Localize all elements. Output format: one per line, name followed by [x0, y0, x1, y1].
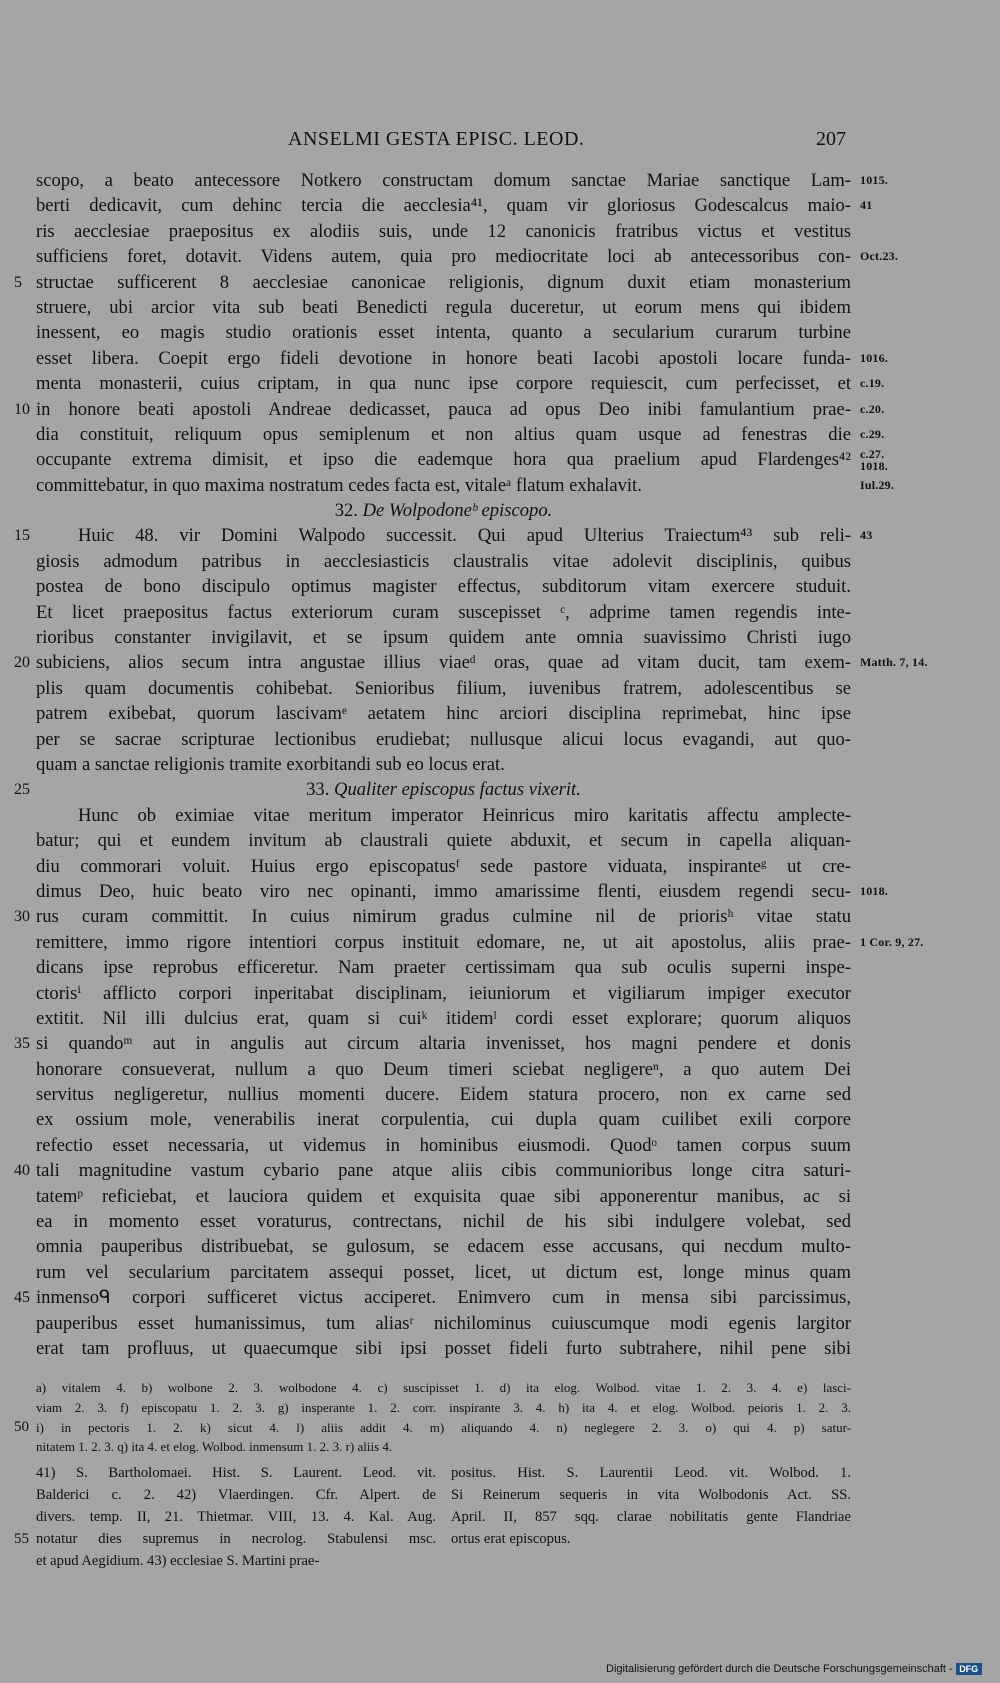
line-text: extitit. Nil illi dulcius erat, quam si cuiᵏ itidemˡ cordi esset explorare; quorum aliquos: [36, 1007, 851, 1029]
endnote-line: [451, 1462, 851, 1484]
footnotes: [14, 1378, 851, 1457]
endnote-line: [36, 1462, 436, 1484]
text-line: [36, 346, 888, 371]
text-line: [36, 549, 851, 574]
text-line: [14, 1158, 851, 1183]
line-text: servitus negligeretur, nullius momenti ducere. Eidem statura procero, non ex carne sed: [36, 1084, 851, 1106]
endnotes-left-column: [14, 1462, 436, 1572]
text-line: [36, 879, 888, 904]
margin-note-part: c.27.: [860, 447, 885, 462]
line-text: dia constituit, reliquum opus semiplenum et non altius quam usque ad fenestras die: [36, 423, 851, 445]
line-text: ctorisⁱ afflicto corpori inperitabat disciplinam, ieiuniorum et vigiliarum impiger executor: [36, 982, 851, 1004]
endnote-line: [451, 1506, 851, 1528]
section-number: 33.: [306, 779, 335, 801]
section-number: 32.: [334, 500, 363, 522]
endnote-line: [451, 1484, 851, 1506]
endnote-text: 41) S. Bartholomaei. Hist. S. Laurent. Leod. vit.: [36, 1465, 436, 1481]
footnote-text: i) in pectoris 1. 2. k) sicut 4. l) aliis addit 4. m) aliquando 4. n) neglegere 2. 3. o) qui 4. p) satur-: [36, 1419, 851, 1435]
text-line: [36, 1260, 851, 1285]
text-line: [36, 955, 851, 980]
margin-note: 41: [860, 198, 873, 213]
text-line: [36, 1082, 851, 1107]
line-text: remittere, immo rigore intentiori corpus instituit edomare, ne, ut ait apostolus, aliis prae-: [36, 931, 851, 953]
text-line: [36, 828, 851, 853]
line-number: 10: [14, 400, 30, 418]
line-text: si quandoᵐ aut in angulis aut circum altaria invenisset, hos magni pendere et donis: [36, 1033, 851, 1055]
line-text: postea de bono discipulo optimus magister effectus, subditorum vitam exercere studuit.: [36, 576, 851, 598]
digitization-credit: [606, 1663, 982, 1675]
margin-note: 43: [860, 528, 873, 543]
line-text: berti dedicavit, cum dehinc tercia die aecclesia⁴¹, quam vir gloriosus Godescalcus maio-: [36, 195, 851, 217]
line-text: [36, 498, 851, 523]
text-line: [36, 219, 851, 244]
line-text: dimus Deo, huic beato viro nec opinanti, immo amarissime flenti, eiusdem regendi secu-: [36, 880, 851, 902]
line-text: giosis admodum patribus in aecclesiasticis claustralis vitae adolevit disciplinis, quibus: [36, 550, 851, 572]
line-number: 50: [14, 1418, 29, 1435]
text-line: [36, 371, 885, 396]
text-line: [36, 1184, 851, 1209]
margin-note-part: 1018.: [860, 459, 888, 474]
line-text: omnia pauperibus distribuebat, se gulosum, se edacem esse accusans, qui necdum multo-: [36, 1236, 851, 1258]
line-text: honorare consueverat, nullum a quo Deum timeri sciebat negligereⁿ, a quo autem Dei: [36, 1058, 851, 1080]
line-text: inmensoᑫ corpori sufficeret victus acciperet. Enimvero cum in mensa sibi parcissimus,: [36, 1287, 851, 1309]
line-number: 25: [14, 781, 30, 799]
text-line: [36, 1234, 851, 1259]
line-number: 45: [14, 1289, 30, 1307]
line-number: 5: [14, 273, 22, 291]
section-heading: [14, 777, 851, 802]
endnotes-right-column: [451, 1462, 851, 1550]
footnote-line: [36, 1378, 851, 1398]
section-heading: [36, 498, 851, 523]
footnote-line: [14, 1418, 851, 1438]
line-text: refectio esset necessaria, ut videmus in hominibus eiusmodi. Quodᵒ tamen corpus suum: [36, 1134, 851, 1156]
line-text: ex ossium mole, venerabilis inerat corpulentia, cui dupla quam cuilibet exili corpore: [36, 1109, 851, 1131]
text-line: [14, 397, 885, 422]
line-text: Hunc ob eximiae vitae meritum imperator Heinricus miro karitatis affectu amplecte-: [78, 804, 851, 826]
line-text: rioribus constanter invigilavit, et se ipsum quidem ante omnia suavissimo Christi iugo: [36, 627, 851, 649]
section-title: Qualiter episcopus factus vixerit.: [334, 779, 581, 801]
line-text: structae sufficerent 8 aecclesiae canonicae religionis, dignum duxit etiam monasterium: [36, 271, 851, 293]
margin-note: 1016.: [860, 350, 888, 365]
line-text: Et licet praepositus factus exteriorum curam suscepisset ᶜ, adprime tamen regendis inte-: [36, 601, 851, 623]
text-line: [36, 295, 851, 320]
footnote-line: [36, 1437, 851, 1457]
line-text: menta monasterii, cuius criptam, in qua nunc ipse corpore requiescit, cum perfecisset, et: [36, 373, 851, 395]
text-line: [36, 701, 851, 726]
line-text: sufficiens foret, dotavit. Videns autem, quia pro mediocritate loci ab antecessoribus con-: [36, 246, 851, 268]
margin-note: 1015.: [860, 173, 888, 187]
text-line: [36, 574, 851, 599]
line-number: 35: [14, 1035, 30, 1053]
dfg-logo: DFG: [956, 1663, 982, 1675]
page-header: [0, 128, 1000, 156]
endnote-line: [36, 1506, 436, 1528]
page-number: 207: [816, 128, 846, 150]
text-line: [14, 904, 851, 929]
text-line: [36, 1336, 851, 1361]
line-text: tatemᵖ reficiebat, et lauciora quidem et exquisita quae sibi apponerentur manibus, ac si: [36, 1185, 851, 1207]
margin-note: [860, 448, 888, 472]
text-line: [36, 930, 924, 955]
line-text: dicans ipse reprobus efficeretur. Nam praeter certissimam qua sub oculis superni inspe-: [36, 957, 851, 979]
line-number: 55: [14, 1531, 29, 1547]
text-line: [36, 600, 851, 625]
endnote-line: [36, 1550, 436, 1572]
text-line: [14, 523, 873, 548]
margin-note: Matth. 7, 14.: [860, 655, 928, 670]
endnote-text: Balderici c. 2. 42) Vlaerdingen. Cfr. Alpert. de: [36, 1487, 436, 1503]
text-line: [14, 650, 928, 675]
text-line: [36, 981, 851, 1006]
endnote-text: April. II, 857 sqq. clarae nobilitatis gente Flandriae: [451, 1509, 851, 1525]
line-text: rum vel secularium parcitatem assequi posset, licet, ut dictum est, longe minus quam: [36, 1261, 851, 1283]
margin-note: c.20.: [860, 401, 885, 416]
line-text: quam a sanctae religionis tramite exorbitandi sub eo locus erat.: [36, 753, 505, 775]
line-text: diu commorari voluit. Huius ergo episcopatusᶠ sede pastore viduata, inspiranteᵍ ut cre-: [36, 855, 851, 877]
text-line: [36, 854, 851, 879]
line-number: 15: [14, 527, 30, 545]
line-text: ea in momento esset voraturus, contrectans, nichil de his sibi indulgere volebat, sed: [36, 1211, 851, 1233]
margin-note: 1 Cor. 9, 27.: [860, 934, 924, 949]
line-text: ris aecclesiae praepositus ex alodiis suis, unde 12 canonicis fratribus victus et vestitus: [36, 220, 851, 242]
endnote-text: Si Reinerum sequeris in vita Wolbodonis Act. SS.: [451, 1487, 851, 1503]
text-line: [36, 447, 888, 474]
line-text: tali magnitudine vastum cybario pane atque aliis cibis communioribus longe citra saturi-: [36, 1160, 851, 1182]
line-text: occupante extrema dimisit, et ipso die eademque hora qua praelium apud Flardenges⁴²: [36, 449, 851, 471]
margin-note: c.19.: [860, 376, 885, 391]
section-title: De Wolpodoneᵇ episcopo.: [362, 500, 553, 522]
endnote-line: [36, 1484, 436, 1506]
endnote-line: [451, 1528, 851, 1550]
line-text: per se sacrae scripturae lectionibus erudiebat; nullusque alicui locus evagandi, aut quo-: [36, 728, 851, 750]
endnote-text: positus. Hist. S. Laurentii Leod. vit. Wolbod. 1.: [451, 1465, 851, 1481]
margin-note: Iul.29.: [860, 477, 895, 492]
text-line: [14, 1031, 851, 1056]
credit-text: Digitalisierung gefördert durch die Deutsche Forschungsgemeinschaft -: [606, 1663, 953, 1675]
text-line: [36, 1107, 851, 1132]
text-line: [36, 193, 873, 218]
footnote-text: a) vitalem 4. b) wolbone 2. 3. wolbodone 4. c) suscipisset 1. d) ita elog. Wolbod. vitae 1. 2. 3. 4. e) lasci-: [36, 1380, 851, 1395]
text-line: [36, 676, 851, 701]
footnote-line: [36, 1398, 851, 1418]
text-line: [36, 1006, 851, 1031]
endnote-text: notatur dies supremus in necrolog. Stabulensi msc.: [36, 1531, 436, 1547]
line-text: [36, 777, 851, 802]
line-text: patrem exibebat, quorum lascivamᵉ aetatem hinc arciori disciplina reprimebat, hinc ipse: [36, 703, 851, 725]
margin-note: Oct.23.: [860, 249, 899, 264]
text-line: [36, 244, 899, 269]
text-line: [36, 320, 851, 345]
line-text: subiciens, alios secum intra angustae illius viaeᵈ oras, quae ad vitam ducit, tam exem-: [36, 652, 851, 674]
endnote-line: [14, 1528, 436, 1550]
line-text: plis quam documentis cohibebat. Senioribus filium, iuvenibus fratrem, adolescentibus se: [36, 677, 851, 699]
text-line: [36, 803, 851, 828]
endnote-text: divers. temp. II, 21. Thietmar. VIII, 13. 4. Kal. Aug.: [36, 1509, 436, 1525]
text-line: [14, 270, 851, 295]
line-text: esset libera. Coepit ergo fideli devotione in honore beati Iacobi apostoli locare funda-: [36, 347, 851, 369]
margin-note: 1018.: [860, 883, 888, 898]
text-line: [36, 1133, 851, 1158]
line-number: 30: [14, 908, 30, 926]
line-text: scopo, a beato antecessore Notkero constructam domum sanctae Mariae sanctique Lam-: [36, 170, 851, 191]
running-title: ANSELMI GESTA EPISC. LEOD.: [288, 128, 585, 150]
main-text: [14, 168, 928, 1361]
line-text: committebatur, in quo maxima nostratum cedes facta est, vitaleᵃ flatum exhalavit.: [36, 474, 642, 496]
line-text: pauperibus esset humanissimus, tum aliasʳ nichilominus cuiuscumque modi egenis largitor: [36, 1312, 851, 1334]
text-line: [36, 1311, 851, 1336]
line-text: batur; qui et eundem invitum ab claustrali quiete abduxit, et secum in capella aliquan-: [36, 830, 851, 852]
endnote-text: ortus erat episcopus.: [451, 1531, 571, 1547]
text-line: [36, 1057, 851, 1082]
text-line: [14, 1285, 851, 1310]
line-number: 40: [14, 1162, 30, 1180]
text-line: [36, 625, 851, 650]
endnote-text: et apud Aegidium. 43) ecclesiae S. Martini prae-: [36, 1553, 320, 1569]
margin-note: c.29.: [860, 426, 885, 441]
footnote-text: nitatem 1. 2. 3. q) ita 4. et elog. Wolbod. inmensum 1. 2. 3. r) aliis 4.: [36, 1439, 393, 1455]
text-line: [36, 422, 885, 447]
text-line: [36, 473, 895, 498]
line-text: erat tam profluus, ut quaecumque sibi ipsi posset fideli furto subtrahere, nihil pene sibi: [36, 1337, 851, 1359]
text-line: [36, 727, 851, 752]
line-text: Huic 48. vir Domini Walpodo successit. Qui apud Ulterius Traiectum⁴³ sub reli-: [78, 525, 851, 547]
line-text: rus curam committit. In cuius nimirum gradus culmine nil de priorisʰ vitae statu: [36, 906, 851, 928]
text-line: [36, 168, 888, 193]
text-line: [36, 1209, 851, 1234]
line-text: inessent, eo magis studio orationis esset intenta, quanto a secularium curarum turbine: [36, 322, 851, 344]
line-text: in honore beati apostoli Andreae dedicasset, pauca ad opus Deo inibi famulantium prae-: [36, 398, 851, 420]
text-line: [36, 752, 851, 777]
footnote-text: viam 2. 3. f) episcopatu 1. 2. 3. g) insperante 1. 2. corr. inspirante 3. 4. h) ita 4. et elog. Wolbod. peioris 1. 2. 3.: [36, 1399, 851, 1415]
line-text: struere, ubi arcior vita sub beati Benedicti regula duceretur, ut eorum mens qui ibidem: [36, 296, 851, 318]
line-number: 20: [14, 654, 30, 672]
